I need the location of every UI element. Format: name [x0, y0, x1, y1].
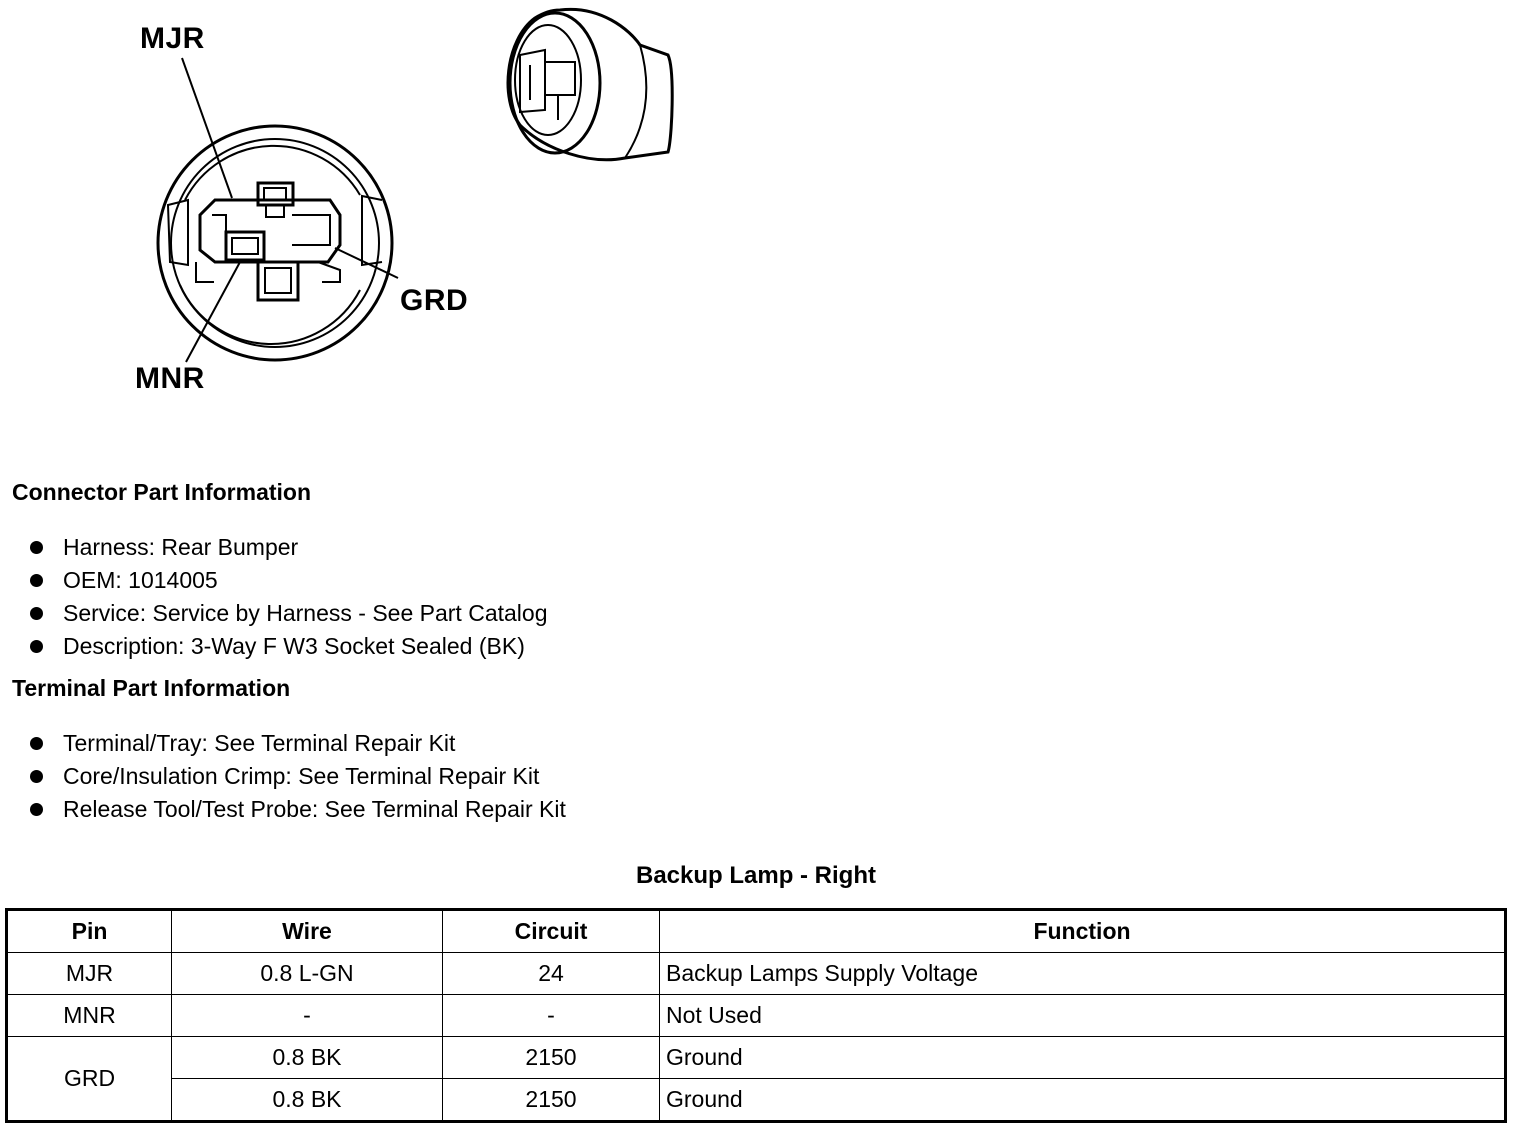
cell-wire: 0.8 BK [172, 1037, 443, 1079]
list-item: Service: Service by Harness - See Part Catalog [28, 597, 547, 630]
cell-circuit: 24 [443, 953, 660, 995]
list-item: OEM: 1014005 [28, 564, 547, 597]
cell-pin: MJR [7, 953, 172, 995]
mjr-leader-line [182, 58, 232, 198]
cell-function: Backup Lamps Supply Voltage [660, 953, 1506, 995]
cell-circuit: 2150 [443, 1079, 660, 1122]
table-row [7, 1079, 1506, 1122]
socket-perspective-drawing [508, 9, 672, 159]
connector-diagram [0, 0, 760, 420]
cell-wire: - [172, 995, 443, 1037]
list-item: Harness: Rear Bumper [28, 531, 547, 564]
table-row [7, 953, 1506, 995]
cell-wire: 0.8 BK [172, 1079, 443, 1122]
connector-part-list [28, 531, 547, 663]
table-header-row [7, 910, 1506, 953]
cell-wire: 0.8 L-GN [172, 953, 443, 995]
list-item: Release Tool/Test Probe: See Terminal Repair Kit [28, 793, 566, 826]
header-function: Function [660, 910, 1506, 953]
cell-circuit: 2150 [443, 1037, 660, 1079]
bullet-icon [30, 770, 43, 783]
connector-outer-ring [158, 126, 392, 360]
header-circuit: Circuit [443, 910, 660, 953]
connector-face-drawing [0, 0, 760, 420]
pin-label-mnr: MNR [135, 362, 205, 395]
header-pin: Pin [7, 910, 172, 953]
bullet-icon [30, 803, 43, 816]
terminal-part-list [28, 727, 566, 826]
connector-part-heading: Connector Part Information [12, 479, 312, 505]
table-row [7, 995, 1506, 1037]
bullet-icon [30, 541, 43, 554]
cell-function: Ground [660, 1079, 1506, 1122]
table-row [7, 1037, 1506, 1079]
grd-leader-line [335, 248, 398, 278]
pin-label-mjr: MJR [140, 22, 205, 55]
cell-function: Ground [660, 1037, 1506, 1079]
header-wire: Wire [172, 910, 443, 953]
cell-pin: MNR [7, 995, 172, 1037]
list-item: Description: 3-Way F W3 Socket Sealed (BK) [28, 630, 547, 663]
cell-pin: GRD [7, 1037, 172, 1122]
list-item: Core/Insulation Crimp: See Terminal Repair Kit [28, 760, 566, 793]
bullet-icon [30, 574, 43, 587]
terminal-part-heading: Terminal Part Information [12, 675, 291, 701]
pin-table [5, 908, 1507, 1123]
cell-function: Not Used [660, 995, 1506, 1037]
mnr-leader-line [186, 262, 240, 362]
bullet-icon [30, 737, 43, 750]
pin-label-grd: GRD [400, 284, 469, 317]
list-item: Terminal/Tray: See Terminal Repair Kit [28, 727, 566, 760]
table-title: Backup Lamp - Right [635, 862, 876, 889]
bullet-icon [30, 607, 43, 620]
cell-circuit: - [443, 995, 660, 1037]
bullet-icon [30, 640, 43, 653]
